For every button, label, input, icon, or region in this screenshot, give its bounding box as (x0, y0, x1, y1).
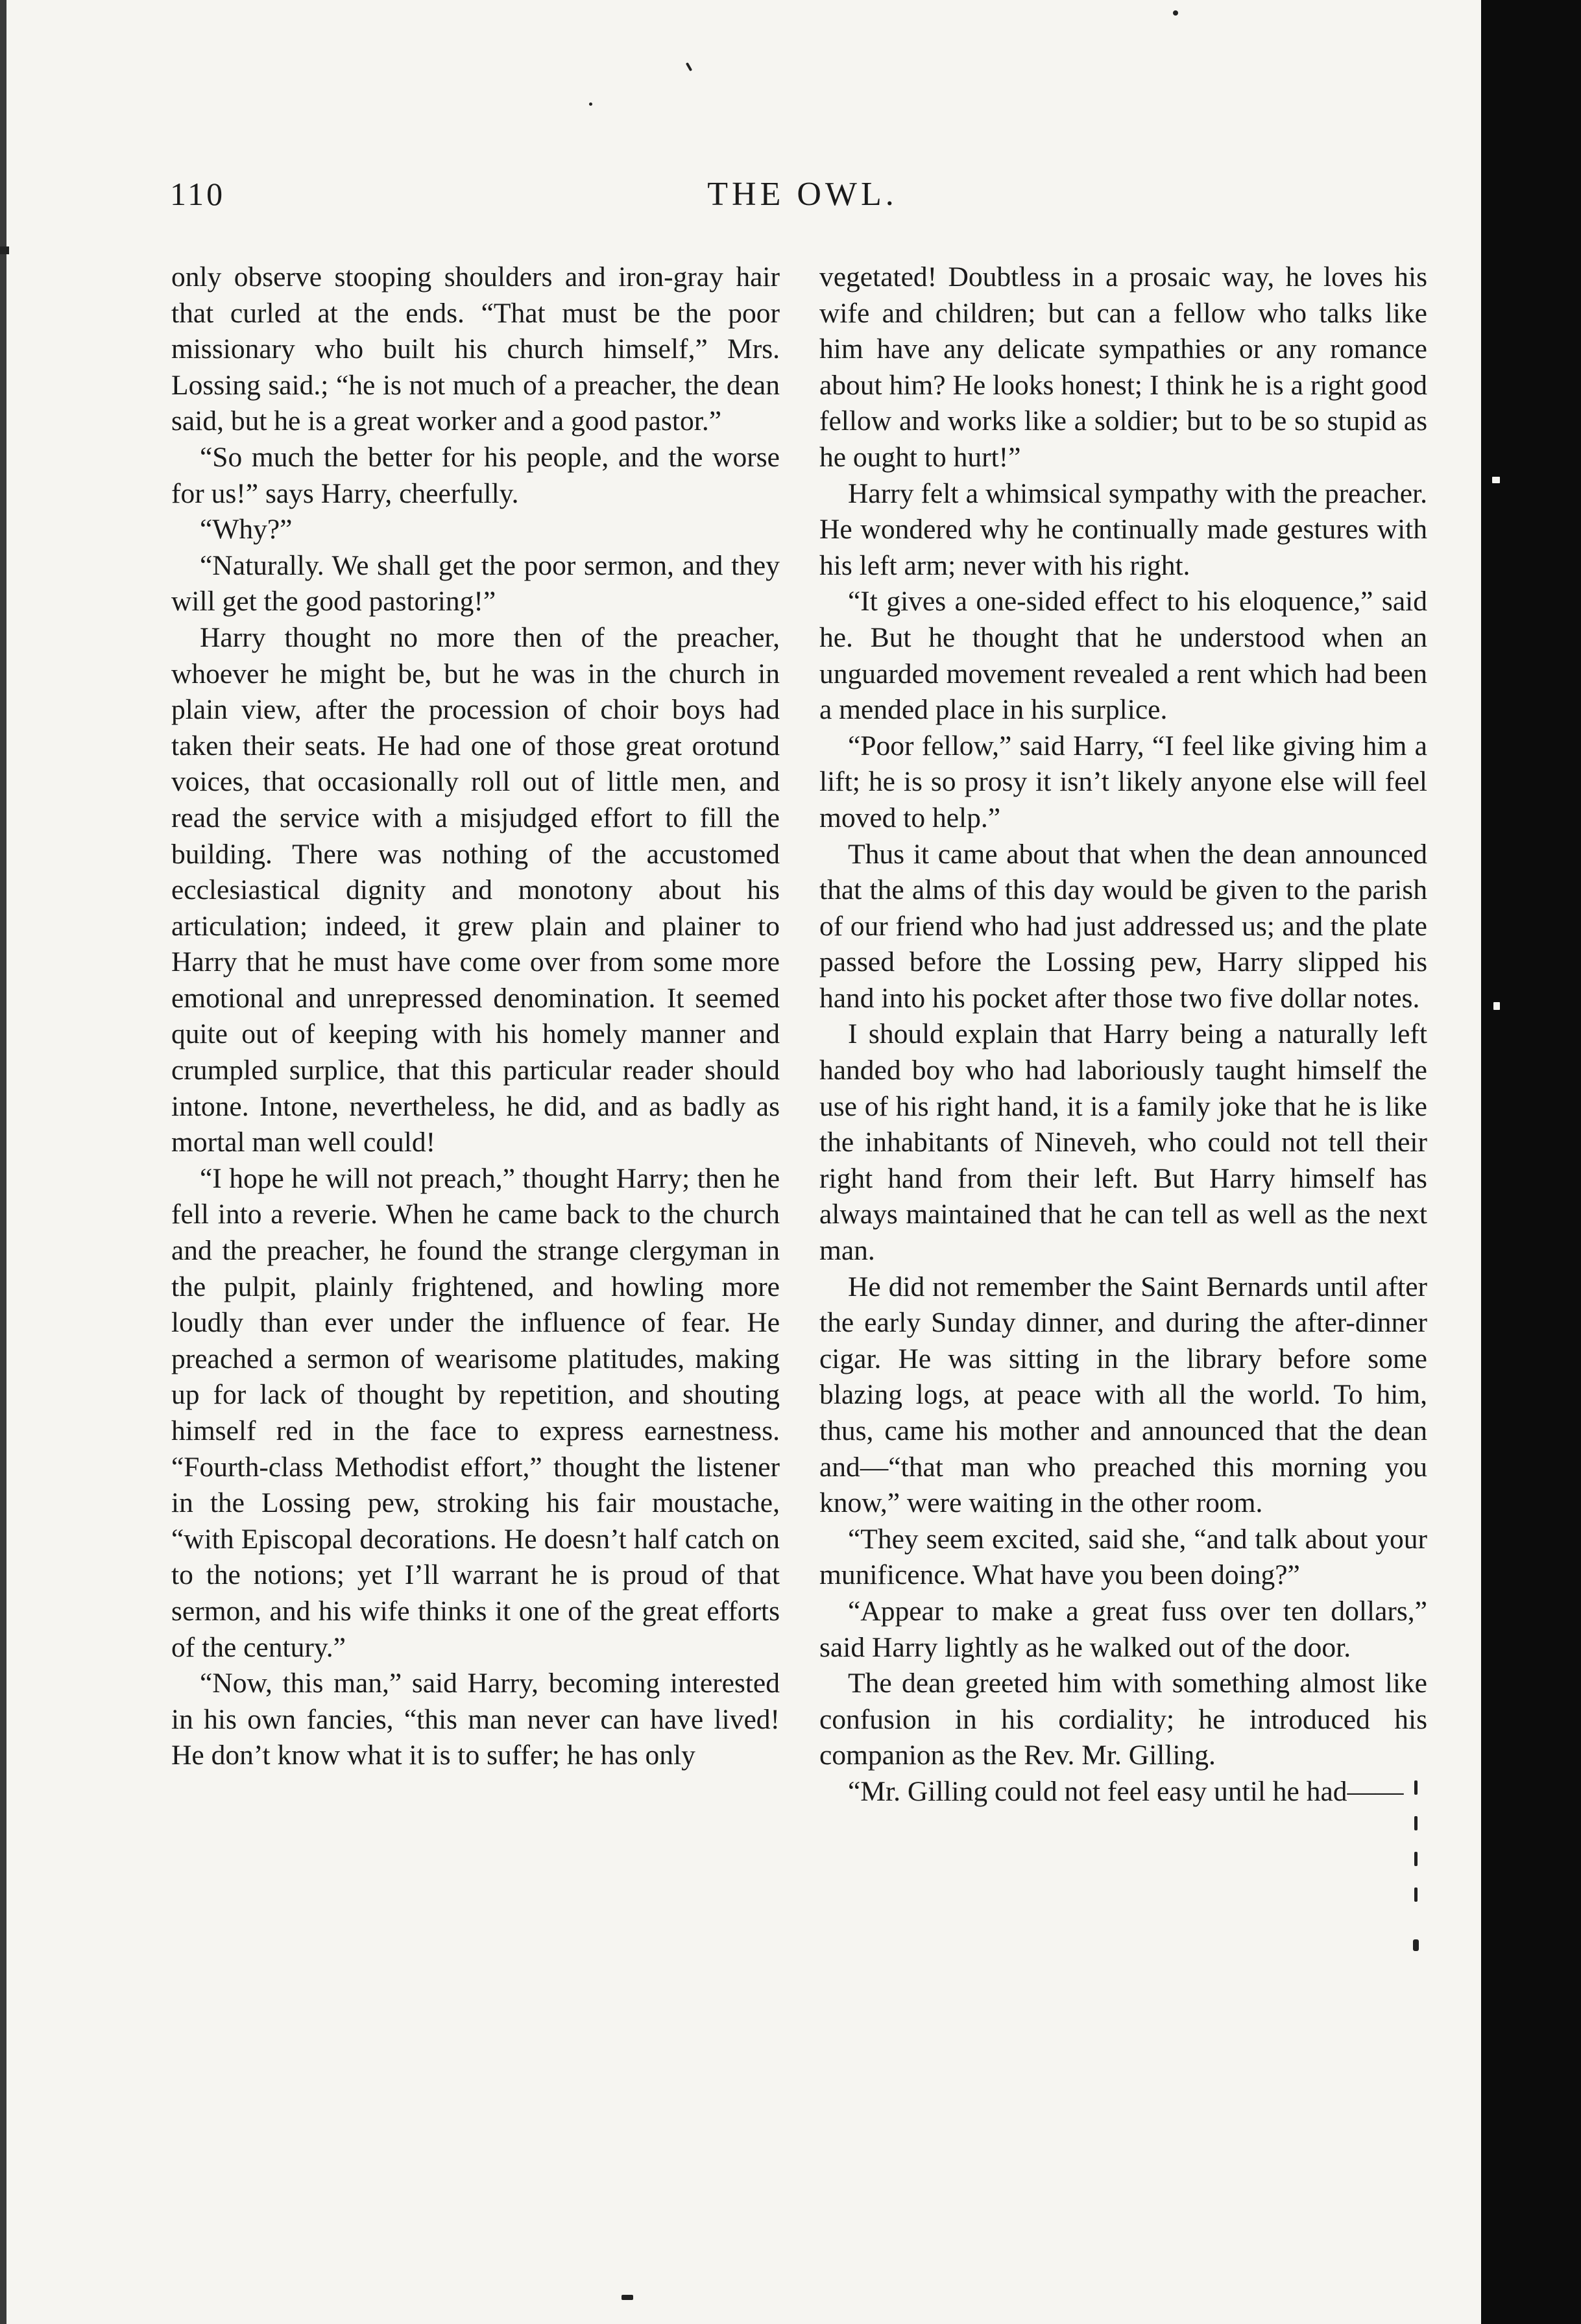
ink-speck (1493, 1002, 1500, 1010)
bottom-ink-mark (622, 2295, 633, 2300)
paragraph: vegetated! Doubtless in a prosaic way, he loves his wife and children; but can a fellow who talks like him have any delicate sympathies or any romance about him? He looks honest; I think he is a right good fellow and works like a soldier; but to be so stupid as he ought to hurt!” (819, 261, 1427, 473)
paragraph: “So much the better for his people, and the worse for us!” says Harry, cheerfully. (171, 441, 780, 509)
paragraph: He did not remember the Saint Bernards until after the early Sunday dinner, and during the after-dinner cigar. He was sitting in the library before some blazing logs, at peace with all the world. To him, thus, came his mother and announced that the dean and—“that man who preached this morning you know,” were waiting in the other room. (819, 1271, 1427, 1519)
left-text-column (171, 259, 780, 1774)
ink-speck (1173, 10, 1178, 16)
left-page-edge (0, 0, 6, 2324)
ink-speck (1413, 1939, 1419, 1951)
right-text-column (819, 259, 1427, 1810)
paragraph: “Naturally. We shall get the poor sermon, and they will get the good pastoring!” (171, 549, 780, 617)
paragraph: Thus it came about that when the dean announced that the alms of this day would be given to the parish of our friend who had just addressed us; and the plate passed before the Lossing pew, Harry slipped his hand into his pocket after those two five dollar notes. (819, 838, 1427, 1014)
running-title: THE OWL. (707, 176, 898, 213)
page-number: 110 (170, 176, 226, 212)
paragraph: I should explain that Harry being a naturally left handed boy who had laboriously taught himself the use of his right hand, it is a family joke that he is like the inhabitants of Nineveh, who could not tell their right hand from their left. But Harry himself has always maintained that he can tell as well as the next man. (819, 1018, 1427, 1267)
ink-speck (686, 62, 692, 71)
paragraph: “Now, this man,” said Harry, becoming interested in his own fancies, “this man never can have lived! He don’t know what it is to suffer; he has only (171, 1668, 780, 1771)
paragraph: “I hope he will not preach,” thought Harry; then he fell into a reverie. When he came back to the church and the preacher, he found the strange clergyman in the pulpit, plainly frightened, and howling more loudly than ever under the influence of fear. He preached a sermon of wearisome platitudes, making up for lack of thought by repetition, and shouting himself red in the face to express earnestness. “Fourth-class Methodist effort,” thought the listener in the Lossing pew, stroking his fair moustache, “with Episcopal decorations. He doesn’t half catch on to the notions; yet I’ll warrant he is proud of that sermon, and his wife thinks it one of the great efforts of the century.” (171, 1162, 780, 1663)
ink-speck (1414, 1887, 1418, 1902)
ink-speck (1492, 477, 1500, 483)
paragraph: “They seem excited, said she, “and talk about your munificence. What have you been doing?” (819, 1523, 1427, 1591)
paragraph: Harry felt a whimsical sympathy with the preacher. He wondered why he continually made gestures with his left arm; never with his right. (819, 477, 1427, 581)
paragraph: “Poor fellow,” said Harry, “I feel like giving him a lift; he is so prosy it isn’t likely anyone else will feel moved to help.” (819, 730, 1427, 833)
left-edge-mark (0, 246, 9, 254)
paragraph: “Appear to make a great fuss over ten dollars,” said Harry lightly as he walked out of the door. (819, 1595, 1427, 1663)
book-spine-shadow (1481, 0, 1581, 2324)
paragraph: The dean greeted him with something almost like confusion in his cordiality; he introduced his companion as the Rev. Mr. Gilling. (819, 1668, 1427, 1771)
ink-speck (589, 102, 592, 106)
paragraph: only observe stooping shoulders and iron-gray hair that curled at the ends. “That must be the poor missionary who built his church himself,” Mrs. Lossing said.; “he is not much of a preacher, the dean said, but he is a great worker and a good pastor.” (171, 261, 780, 437)
paragraph: Harry thought no more then of the preacher, whoever he might be, but he was in the church in plain view, after the procession of choir boys had taken their seats. He had one of those great orotund voices, that occasionally roll out of little men, and read the service with a misjudged effort to fill the building. There was nothing of the accustomed ecclesiastical dignity and monotony about his articulation; indeed, it grew plain and plainer to Harry that he must have come over from some more emotional and unrepressed denomination. It seemed quite out of keeping with his homely manner and crumpled surplice, that this particular reader should intone. Intone, nevertheless, he did, and as badly as mortal man well could! (171, 621, 780, 1158)
page-header (170, 175, 1435, 227)
paragraph: “Why?” (200, 514, 293, 545)
ink-speck (1414, 1816, 1418, 1830)
paragraph: “Mr. Gilling could not feel easy until he had—— (848, 1775, 1404, 1807)
paragraph: “It gives a one-sided effect to his eloquence,” said he. But he thought that he understood when an unguarded movement revealed a rent which had been a mended place in his surplice. (819, 586, 1427, 726)
ink-speck (1414, 1852, 1418, 1866)
